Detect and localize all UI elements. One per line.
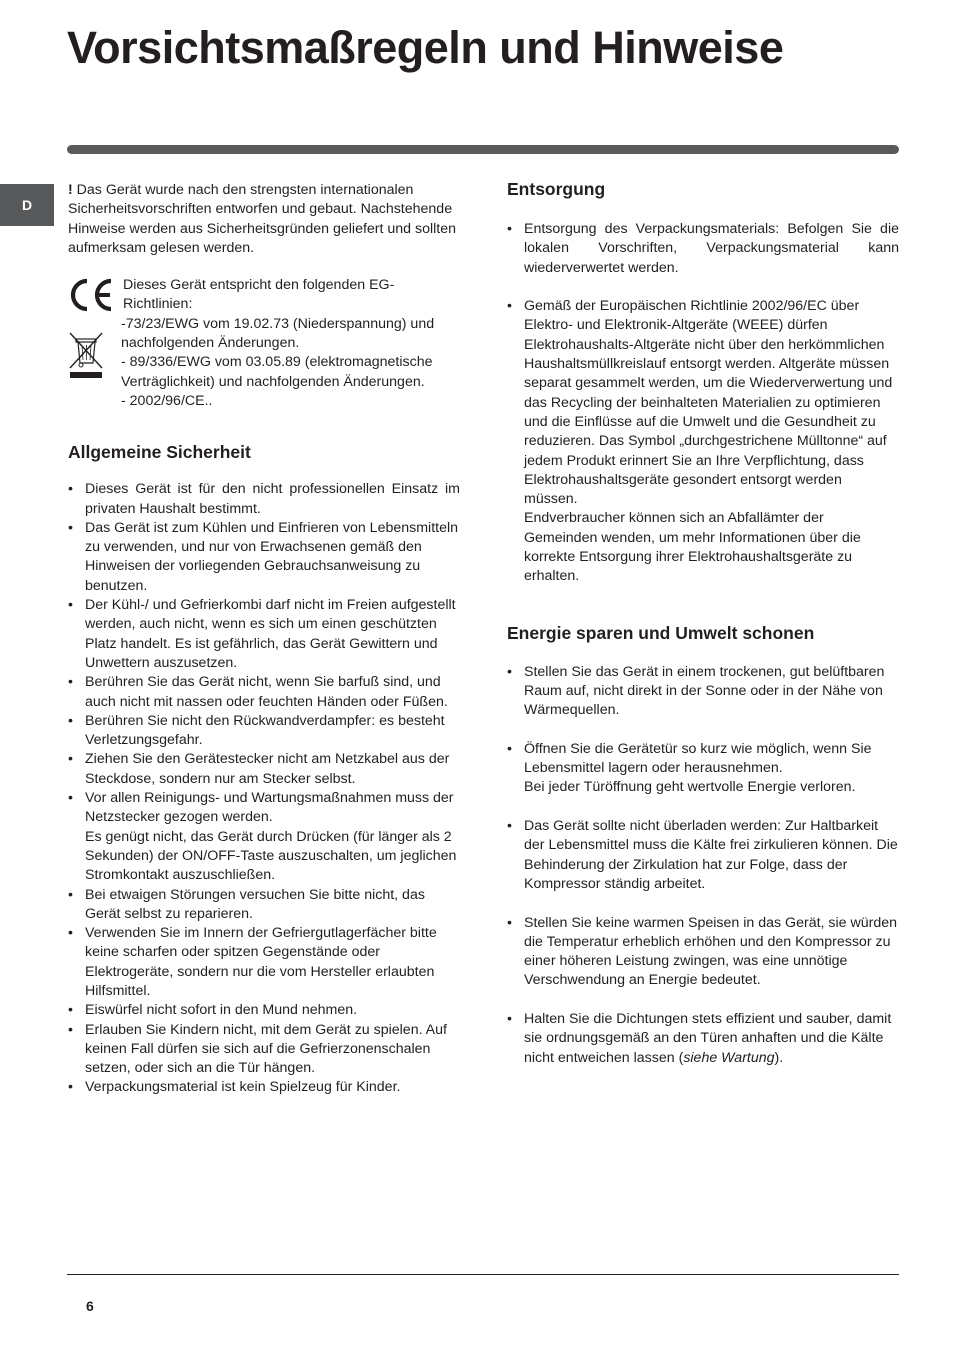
list-item	[507, 297, 899, 586]
list-item: • Ziehen Sie den Gerätestecker nicht am Netzkabel aus der Steckdose, sondern nur am Stecker selbst.	[68, 750, 460, 789]
list-item: • Das Gerät sollte nicht überladen werden: Zur Haltbarkeit der Lebensmittel muss die Kälte frei zirkulieren können. Die Behinderung der Zirkulation hat zur Folge, dass der Kompressor ständig arbeitet.	[507, 817, 899, 894]
list-item	[507, 1010, 899, 1068]
list-item: • Der Kühl-/ und Gefrierkombi darf nicht im Freien aufgestellt werden, auch nicht, wenn es sich um einen geschützten Platz handelt. Es ist gefährlich, das Gerät Gewittern und Unwettern auszusetzen.	[68, 596, 460, 673]
ce-conformity-block	[68, 276, 460, 411]
list-item	[68, 789, 460, 885]
list-item: • Bei etwaigen Störungen versuchen Sie bitte nicht, das Gerät selbst zu reparieren.	[68, 886, 460, 925]
heading-allgemeine-sicherheit: Allgemeine Sicherheit	[68, 442, 251, 463]
list-item-continuation: Bei jeder Türöffnung geht wertvolle Energie verloren.	[524, 779, 856, 796]
left-column	[68, 181, 460, 1098]
list-item: • Verpackungsmaterial ist kein Spielzeug für Kinder.	[68, 1078, 460, 1097]
list-item: • Das Gerät ist zum Kühlen und Einfrieren von Lebensmitteln zu verwenden, und nur von Erwachsenen gemäß den Hinweisen der vorliegenden Gebrauchsanweisung zu benutzen.	[68, 519, 460, 596]
list-item: • Verwenden Sie im Innern der Gefriergutlagerfächer bitte keine scharfen oder spitzen Gegenstände oder Elektrogeräte, sondern nur die vom Hersteller erlaubten Hilfsmittel.	[68, 924, 460, 1001]
ce-mark-icon	[68, 278, 114, 312]
footer-divider	[67, 1274, 899, 1275]
list-item-text: Vor allen Reinigungs- und Wartungsmaßnahmen muss der Netzstecker gezogen werden.	[85, 790, 454, 826]
ce-line: - 2002/96/CE..	[121, 392, 213, 409]
page-number: 6	[86, 1298, 94, 1314]
list-item-continuation: Es genügt nicht, das Gerät durch Drücken (für länger als 2 Sekunden) der ON/OFF-Taste auszuschalten, um jeglichen Stromkontakt auszuschließen.	[85, 828, 457, 884]
list-item: • Eiswürfel nicht sofort in den Mund nehmen.	[68, 1001, 460, 1020]
list-item: • Erlauben Sie Kindern nicht, mit dem Gerät zu spielen. Auf keinen Fall dürfen sie sich auf die Gefrierzonenschalen setzen, oder sich an die Tür hängen.	[68, 1021, 460, 1079]
heading-energie-sparen: Energie sparen und Umwelt schonen	[507, 622, 815, 643]
list-item-text: Öffnen Sie die Gerätetür so kurz wie möglich, wenn Sie Lebensmittel lagern oder herausnehmen.	[524, 740, 872, 777]
list-item-tail: ).	[774, 1049, 784, 1066]
ce-line: Dieses Gerät entspricht den folgenden EG-Richtlinien:	[123, 277, 395, 313]
crossed-out-wheelie-bin-icon	[68, 330, 104, 380]
disposal-list	[507, 220, 899, 587]
cross-reference: siehe Wartung	[683, 1049, 775, 1066]
warning-exclamation: !	[68, 182, 73, 198]
safety-list	[68, 480, 460, 1098]
list-item: • Dieses Gerät ist für den nicht professionellen Einsatz im privaten Haushalt bestimmt.	[68, 480, 460, 519]
list-item-text: Halten Sie die Dichtungen stets effizient und sauber, damit sie ordnungsgemäß an den Türen anhaften und die Kälte nicht entweichen lassen (	[524, 1010, 892, 1066]
list-item: • Berühren Sie nicht den Rückwandverdampfer: es besteht Verletzungsgefahr.	[68, 712, 460, 751]
heading-entsorgung: Entsorgung	[507, 179, 606, 199]
list-item: • Stellen Sie das Gerät in einem trockenen, gut belüftbaren Raum auf, nicht direkt in der Sonne oder in der Nähe von Wärmequellen.	[507, 663, 899, 721]
ce-line: - 89/336/EWG vom 03.05.89 (elektromagnetische Verträglichkeit) und nachfolgenden Änderungen.	[121, 354, 433, 390]
list-item: • Berühren Sie das Gerät nicht, wenn Sie barfuß sind, und auch nicht mit nassen oder feuchten Händen oder Füßen.	[68, 673, 460, 712]
list-item	[507, 740, 899, 798]
language-tab: D	[0, 184, 54, 226]
list-item: • Stellen Sie keine warmen Speisen in das Gerät, sie würden die Temperatur erheblich erhöhen und den Kompressor zu einer höheren Leistung zwingen, was eine unnötige Verschwendung an Energie bedeutet.	[507, 914, 899, 991]
title-divider	[67, 145, 899, 154]
ce-line: -73/23/EWG vom 19.02.73 (Niederspannung) und nachfolgenden Änderungen.	[121, 315, 435, 352]
list-item-continuation: Endverbraucher können sich an Abfallämter der Gemeinden wenden, um mehr Informationen über die korrekte Entsorgung ihrer Elektrohaushaltsgeräte zu erhalten.	[524, 510, 861, 585]
energy-list	[507, 663, 899, 1068]
page-title: Vorsichtsmaßregeln und Hinweise	[67, 22, 784, 73]
intro-paragraph	[68, 181, 460, 258]
list-item-text: Gemäß der Europäischen Richtlinie 2002/96/EC über Elektro- und Elektronik-Altgeräte (WEEE) dürfen Elektrohaushalts-Altgeräte nicht über den herkömmlichen Haushaltsmüllkreislauf entsorgt werden. Altgeräte müssen separat gesammelt werden, um die Wiederverwertung und das Recycling der beinhalteten Materialien zu optimieren und die Einflüsse auf die Umwelt und die Gesundheit zu reduzieren. Das Symbol „durchgestrichene Mülltonne“ auf jedem Produkt erinnert Sie an Ihre Verpflichtung, dass Elektrohaushaltsgeräte gesondert entsorgt werden müssen.	[524, 298, 893, 508]
intro-text: Das Gerät wurde nach den strengsten internationalen Sicherheitsvorschriften entworfen und gebaut. Nachstehende Hinweise werden aus Sicherheitsgründen geliefert und sollten aufmerksam gelesen werden.	[68, 182, 457, 256]
list-item: • Entsorgung des Verpackungsmaterials: Befolgen Sie die lokalen Vorschriften, Verpackungsmaterial kann wiederverwertet werden.	[507, 220, 899, 278]
right-column	[507, 181, 899, 1068]
